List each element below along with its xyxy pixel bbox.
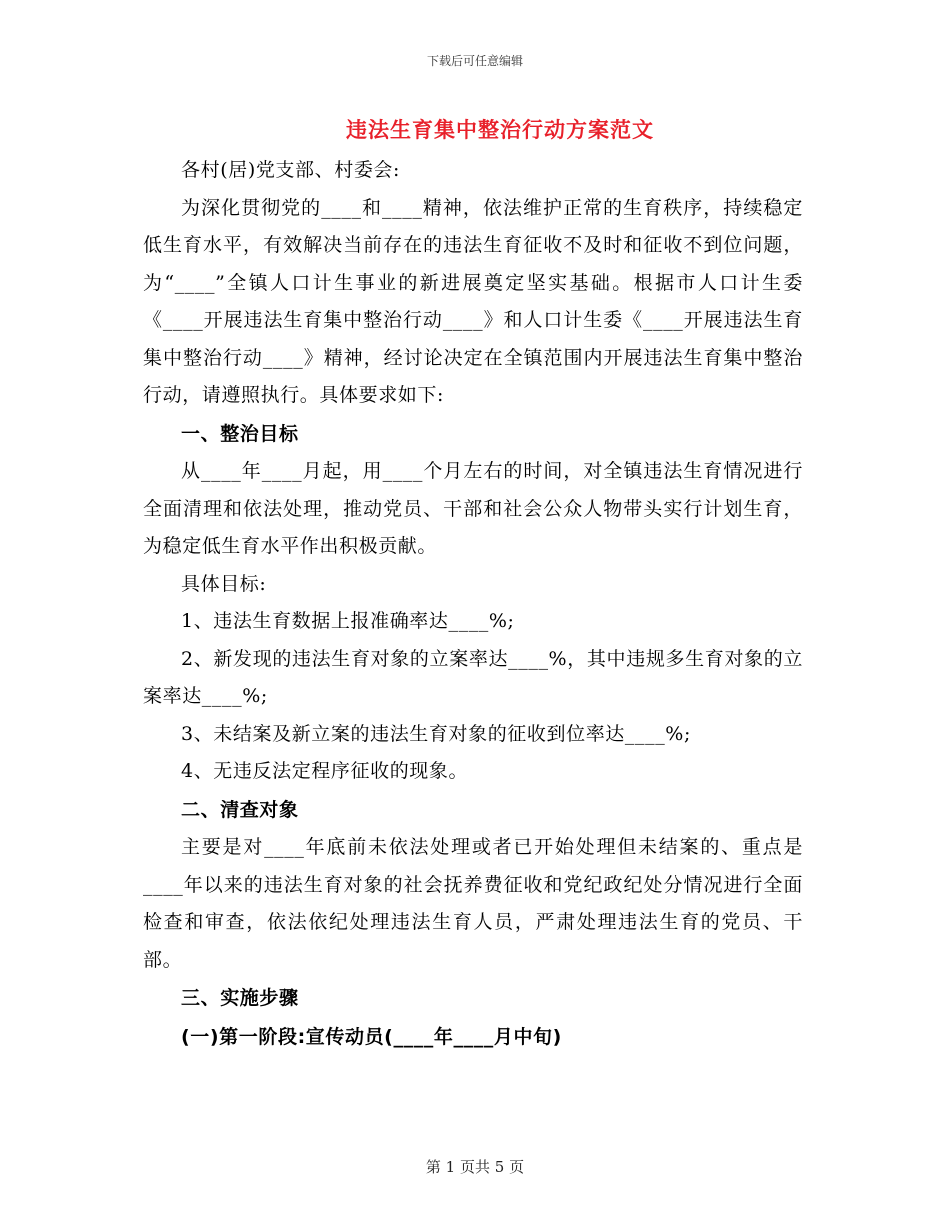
goal-item: 1、违法生育数据上报准确率达____%;: [181, 610, 515, 632]
section-heading-steps: 三、实施步骤: [181, 987, 299, 1009]
page-number: 第 1 页共 5 页: [425, 1158, 525, 1176]
document-title: 违法生育集中整治行动方案范文: [346, 117, 654, 142]
goal-item: 3、未结案及新立案的违法生育对象的征收到位率达____%;: [181, 722, 691, 745]
header-note: 下载后可任意编辑: [426, 54, 523, 68]
targets-paragraph: 主要是对____年底前未依法处理或者已开始处理但未结案的、重点是____年以来的违法生育对象的社会抚养费征收和党纪政纪处分情况进行全面检查和审查，依法依纪处理违法生育人员，严肃处理违法生育的党员、干部。: [143, 836, 803, 971]
salutation: 各村(居)党支部、村委会:: [181, 159, 401, 181]
document-body: [143, 152, 803, 1056]
specific-goals-label: 具体目标:: [181, 572, 267, 595]
goals-paragraph: 从____年____月起，用____个月左右的时间，对全镇违法生育情况进行全面清理和依法处理，推动党员、干部和社会公众人物带头实行计划生育，为稳定低生育水平作出积极贡献。: [143, 460, 803, 557]
section-heading-targets: 二、清查对象: [181, 798, 299, 821]
goal-item: 2、新发现的违法生育对象的立案率达____%，其中违规多生育对象的立案率达____%;: [143, 647, 803, 707]
section-heading-goals: 一、整治目标: [181, 422, 299, 445]
goal-item: 4、无违反法定程序征收的现象。: [181, 760, 469, 782]
step-one-heading: (一)第一阶段:宣传动员(____年____月中旬): [181, 1025, 562, 1048]
intro-paragraph: 为深化贯彻党的____和____精神，依法维护正常的生育秩序，持续稳定低生育水平，有效解决当前存在的违法生育征收不及时和征收不到位问题，为“____”全镇人口计生事业的新进展奠定坚实基础。根据市人口计生委《____开展违法生育集中整治行动____》和人口计生委《____开展违法生育集中整治行动____》精神，经讨论决定在全镇范围内开展违法生育集中整治行动，请遵照执行。具体要求如下:: [143, 196, 803, 406]
